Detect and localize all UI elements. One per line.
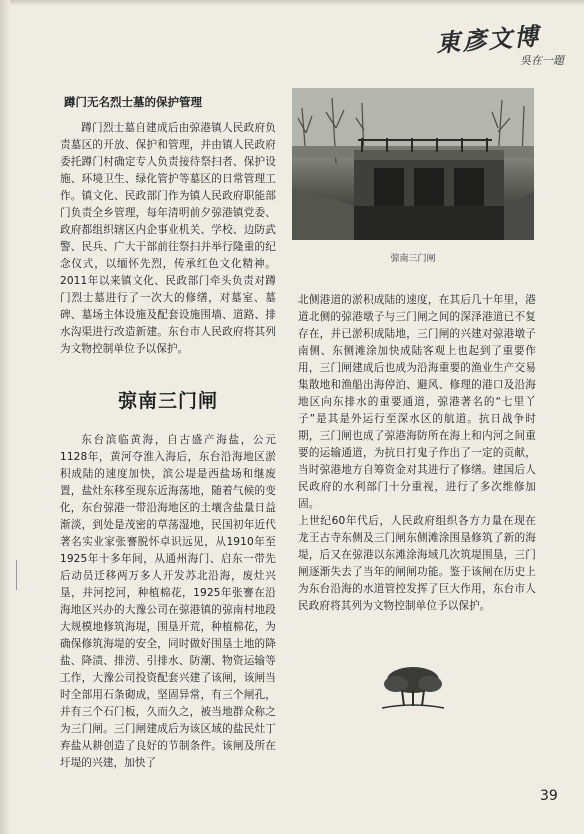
section-title: 弶南三门闸 bbox=[117, 390, 218, 412]
left-column-top bbox=[60, 94, 276, 358]
body-paragraph-3: 北侧港道的淤积成陆的速度，在其后几十年里，港道北侧的弶港墩子与三门闸之间的深泽港道已不复存在，并已淤积成陆地，三门闸的兴建对弶港墩子南侧、东侧滩涂加快成陆客观上也起到了重要作用，三门闸建成后也成为沿海重要的渔业生产交易集散地和渔船出海停泊、避风、修理的港口及沿海地区向东排水的重要通道，弶港著名的“七里丫子”是其是外运行至深水区的航道。抗日战争时期，三门闸也成了弶港海防所在海上和内河之间重要的运输通道，为抗日打鬼子作出了一定的贡献，当时弶港地方自筹资金对其进行了修缮。建国后人民政府的水利部门十分重视，进行了多次维修加固。 bbox=[298, 294, 536, 510]
logo-calligraphy: 東彥文博 bbox=[435, 21, 542, 58]
sluice-gate-photo bbox=[292, 88, 534, 240]
photo-illustration bbox=[292, 88, 534, 240]
margin-mark bbox=[16, 560, 17, 590]
logo-signature: 吳在一題 bbox=[520, 54, 564, 67]
right-column bbox=[298, 292, 536, 615]
page-number: 39 bbox=[540, 788, 558, 804]
header-logo bbox=[430, 16, 570, 74]
body-paragraph-4: 上世纪60年代后，人民政府组织各方力量在现在龙王古寺东侧及三门闸东侧滩涂围垦修筑了新的海堤，后又在弶港以东滩涂海域几次筑堤围垦，三门闸逐渐失去了当年的闸闸功能。鉴于该闸在历史上为东台沿海的水道管控发挥了巨大作用，东台市人民政府将其列为文物控制单位予以保护。 bbox=[298, 515, 536, 612]
tree-ornament-icon bbox=[380, 662, 446, 712]
photo-caption: 弶南三门闸 bbox=[390, 254, 436, 264]
page-shadow-left bbox=[0, 0, 10, 834]
page-shadow-top bbox=[0, 0, 584, 6]
left-column-bottom bbox=[60, 432, 276, 772]
body-paragraph-1: 蹲门烈士墓自建成后由弶港镇人民政府负责墓区的开放、保护和管理，并由镇人民政府委托蹲门村确定专人负责接待祭扫者、保护设施、环境卫生、绿化管护等墓区的日常管理工作。镇文化、民政部门作为镇人民政府职能部门负责全乡管理，每年清明前夕弶港镇党委、政府都组织辖区内企事业机关、学校、边防武警、民兵、广大干部前往祭扫并举行隆重的纪念仪式，以缅怀先烈，传承红色文化精神。2011年以来镇文化、民政部门牵头负责对蹲门烈士墓进行了一次大的修缮，对墓室、墓碑、墓场主体设施及配套设施围墙、道路、排水沟渠进行改造新建。东台市人民政府将其列为文物控制单位予以保护。 bbox=[60, 122, 276, 355]
body-paragraph-2: 东台滨临黄海，自古盛产海盐，公元1128年，黄河夺淮入海后，东台沿海地区淤积成陆的速度加快，滨公堤是西盐场和继废置，盐灶东移至现东近海荡地，随着气候的变化，东台弶港一带沿海地区的土壤含盐量日益渐淡，到处是茂密的草荡湿地，民国初年近代著名实业家张謇脱怀卓识远见，从1910年至1925年十多年间，从通州海门、启东一带先后动员迁移两万多人开发苏北沿海，废灶兴垦，并河挖河，种植棉花，1925年张謇在沿海地区兴办的大豫公司在弶港镇的弶南村地段大规模地修筑海堤，围垦开荒，种植棉花，为确保修筑海堤的安全，同时做好围垦土地的降盐、降渍、排涝、引排水、防潮、物资运输等工作，大豫公司投资配套兴建了该闸，该闸当时全部用石条砌成，坚固异常，有三个闸孔，并有三个石门板，久而久之，被当地群众称之为三门闸。三门闸建成后为该区域的盐民灶丁弃盐从耕创造了良好的节制条件。该闸及所在圩堤的兴建，加快了 bbox=[60, 434, 276, 769]
subsection-heading: 蹲门无名烈士墓的保护管理 bbox=[64, 95, 202, 109]
